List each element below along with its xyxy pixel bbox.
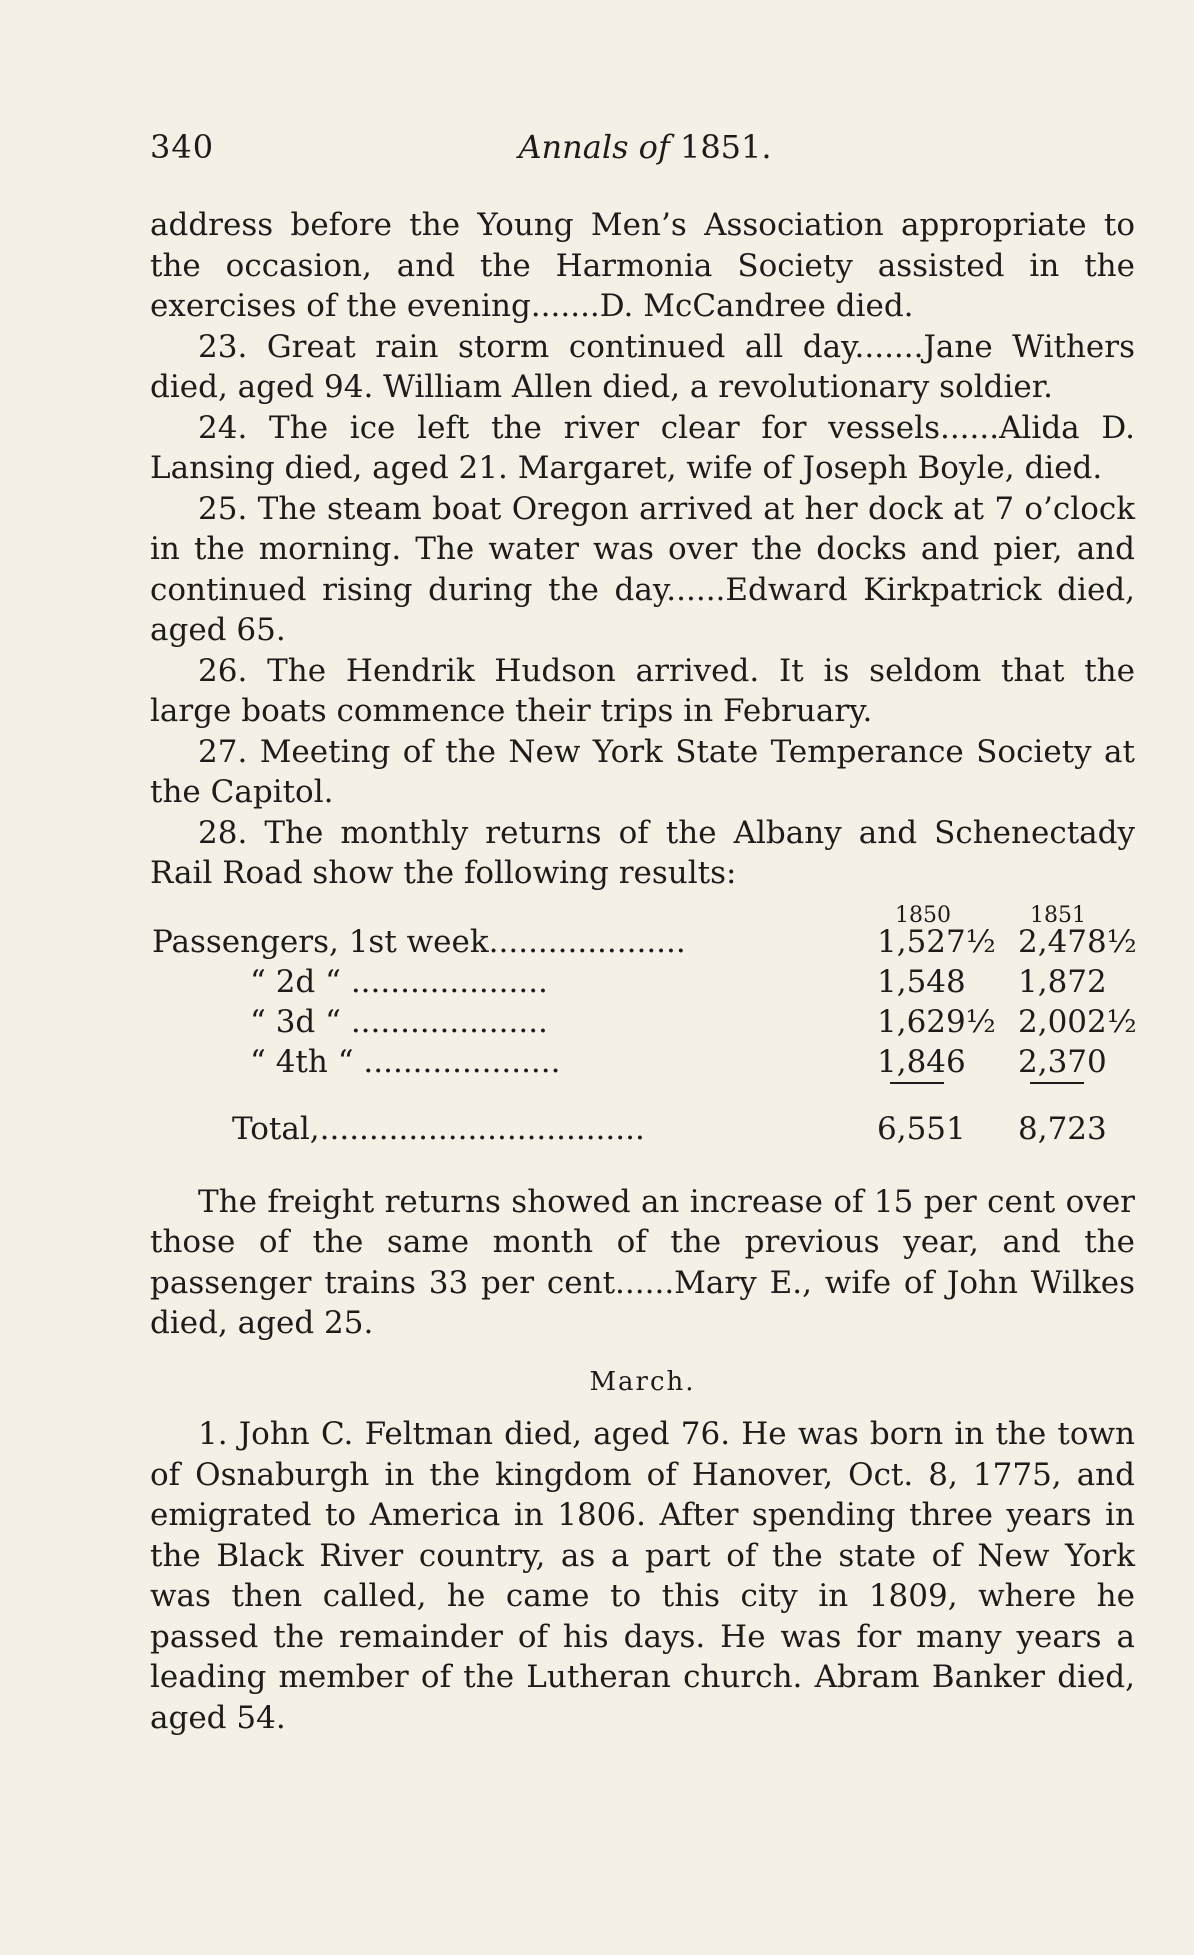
value-1850: 1,629½ — [877, 1003, 996, 1040]
value-1851: 2,002½ — [1018, 1003, 1137, 1040]
sum-rule-1850 — [890, 1082, 944, 1084]
page-number: 340 — [150, 128, 215, 166]
entry-28: 28. The monthly returns of the Albany and Schenectady Rail Road show the following results: — [150, 814, 1135, 891]
entry-26: 26. The Hendrik Hudson arrived. It is seldom that the large boats commence their trips in February. — [150, 652, 1135, 729]
value-1851: 2,370 — [1018, 1043, 1107, 1080]
row-label: Passengers, 1st week.................... — [152, 923, 686, 960]
freight-paragraph: The freight returns showed an increase of 15 per cent over those of the same month of the previous year, and the passenger trains 33 per cent......Mary E., wife of John Wilkes died, aged 25. — [150, 1183, 1135, 1341]
section-heading-march: March. — [589, 1366, 696, 1397]
page-header — [150, 128, 1140, 172]
entry-24: 24. The ice left the river clear for vessels......Alida D. Lansing died, aged 21. Margaret, wife of Joseph Boyle, died. — [150, 409, 1135, 486]
value-1851: 2,478½ — [1018, 923, 1137, 960]
total-1850: 6,551 — [877, 1110, 966, 1147]
running-title — [150, 128, 1140, 166]
running-title-italic: Annals of — [518, 128, 670, 166]
entry-27: 27. Meeting of the New York State Temperance Society at the Capitol. — [150, 733, 1135, 810]
year-header-1850: 1850 — [895, 902, 951, 928]
total-1851: 8,723 — [1018, 1110, 1107, 1147]
sum-rule-1851 — [1030, 1082, 1084, 1084]
row-label: “ 2d “ .................... — [250, 963, 548, 1000]
year-header-1851: 1851 — [1030, 902, 1086, 928]
value-1850: 1,527½ — [877, 923, 996, 960]
table-total-row — [150, 1109, 1135, 1149]
table-row — [150, 922, 1135, 962]
entry-23: 23. Great rain storm continued all day.......Jane Withers died, aged 94. William Allen died, a revolutionary soldier. — [150, 328, 1135, 405]
table-row — [150, 1002, 1135, 1042]
body-text — [150, 205, 1135, 1738]
total-label: Total,................................. — [232, 1110, 645, 1147]
value-1850: 1,846 — [877, 1043, 966, 1080]
table-row — [150, 962, 1135, 1002]
running-title-year: 1851. — [679, 128, 772, 166]
table-row — [150, 1042, 1135, 1082]
row-label: “ 4th “ .................... — [250, 1043, 561, 1080]
row-label: “ 3d “ .................... — [250, 1003, 548, 1040]
value-1851: 1,872 — [1018, 963, 1107, 1000]
rail-road-returns-table — [150, 894, 1135, 1186]
value-1850: 1,548 — [877, 963, 966, 1000]
march-entry-1: 1. John C. Feltman died, aged 76. He was born in the town of Osnaburgh in the kingdom of Hanover, Oct. 8, 1775, and emigrated to America in 1806. After spending three years in the Black River country, as a part of the state of New York was then called, he came to this city in 1809, where he passed the remainder of his days. He was for many years a leading member of the Lutheran church. Abram Banker died, aged 54. — [150, 1416, 1135, 1736]
entry-25: 25. The steam boat Oregon arrived at her dock at 7 o’clock in the morning. The water was over the docks and pier, and continued rising during the day......Edward Kirkpatrick died, aged 65. — [150, 490, 1135, 648]
paragraph-continued: address before the Young Men’s Association appropriate to the occasion, and the Harmonia Society assisted in the exercises of the evening.......D. McCandree died. — [150, 207, 1135, 324]
